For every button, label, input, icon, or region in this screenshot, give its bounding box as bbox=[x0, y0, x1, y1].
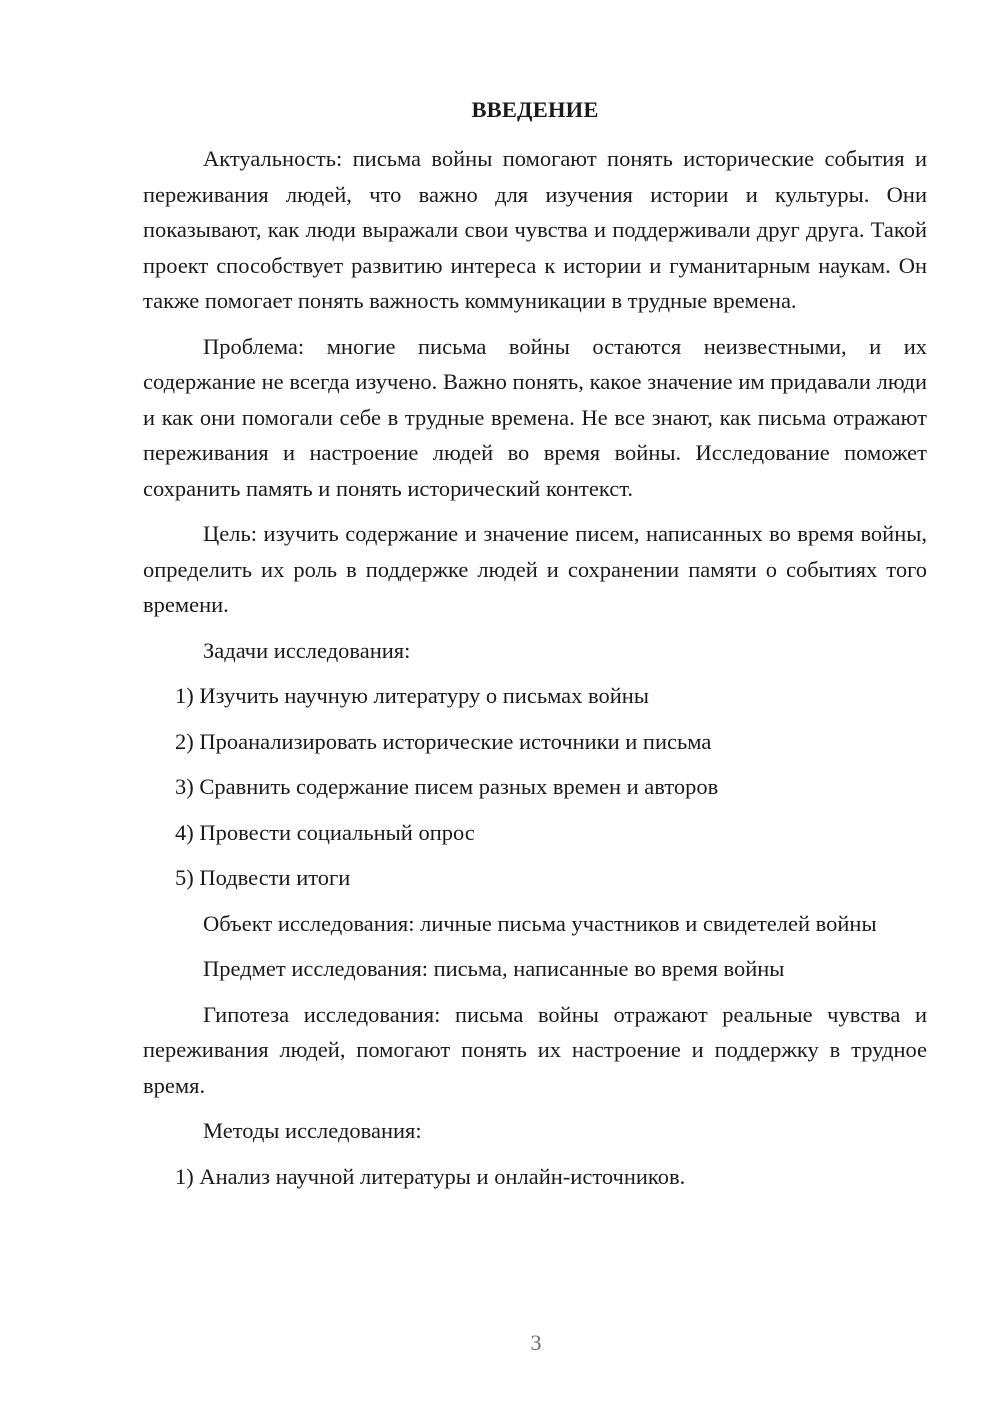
methods-title: Методы исследования: bbox=[203, 1118, 422, 1143]
list-item: 4) Провести социальный опрос bbox=[175, 819, 475, 845]
list-item: 2) Проанализировать исторические источники и письма bbox=[175, 728, 712, 754]
list-item: 3) Сравнить содержание писем разных времен и авторов bbox=[175, 774, 719, 799]
methods-list bbox=[143, 1159, 927, 1195]
goal-paragraph: Цель: изучить содержание и значение писем, написанных во время войны, определить их роль в поддержке людей и сохранении памяти о событиях того времени. bbox=[143, 521, 927, 617]
tasks-title: Задачи исследования: bbox=[203, 637, 411, 663]
problem-paragraph: Проблема: многие письма войны остаются неизвестными, и их содержание не всегда изучено. Важно понять, какое значение им придавали люди и как они помогали себе в трудные времена. Не все знают, как письма отражают переживания и настроение людей во время войны. Исследование поможет сохранить память и понять исторический контекст. bbox=[143, 333, 927, 501]
relevance-paragraph: Актуальность: письма войны помогают понять исторические события и переживания людей, что важно для изучения истории и культуры. Они показывают, как люди выражали свои чувства и поддерживали друг друга. Такой проект способствует развитию интереса к истории и гуманитарным наукам. Он также помогает понять важность коммуникации в трудные времена. bbox=[143, 146, 927, 313]
object-paragraph: Объект исследования: личные письма участников и свидетелей войны bbox=[203, 910, 877, 936]
list-item: 5) Подвести итоги bbox=[175, 865, 351, 890]
page-number: 3 bbox=[530, 1330, 542, 1355]
document-page bbox=[143, 92, 927, 1204]
list-item: 1) Изучить научную литературу о письмах войны bbox=[175, 683, 649, 708]
list-item: 1) Анализ научной литературы и онлайн-источников. bbox=[175, 1163, 686, 1189]
hypothesis-paragraph: Гипотеза исследования: письма войны отражают реальные чувства и переживания людей, помогают понять их настроение и поддержку в трудное время. bbox=[143, 1001, 927, 1098]
page-title: ВВЕДЕНИЕ bbox=[471, 97, 599, 122]
subject-paragraph: Предмет исследования: письма, написанные во время войны bbox=[203, 956, 785, 981]
tasks-list bbox=[143, 678, 927, 896]
